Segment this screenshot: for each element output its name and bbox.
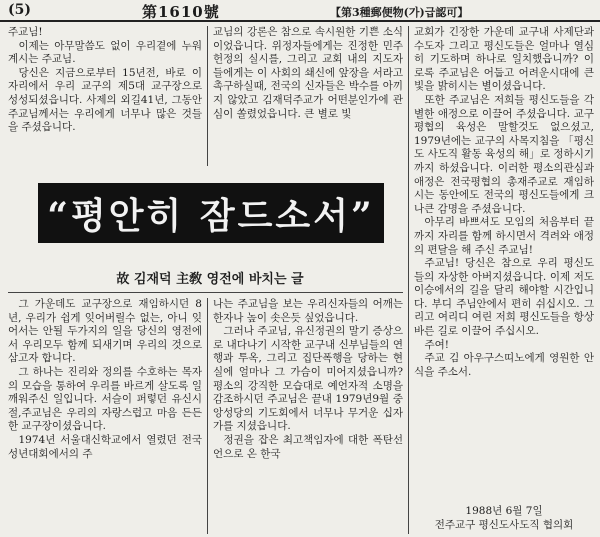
issue-number: 第1610號 — [142, 3, 220, 21]
page-number: (5) — [8, 2, 31, 18]
signature-date: 1988년 6월 7일 — [465, 505, 543, 517]
article-subtitle: 故 김재덕 主敎 영전에 바치는 글 — [116, 272, 304, 287]
paragraph: 주교님! — [8, 26, 43, 38]
postal-registration: 【第3種郵便物(가)급認可】 — [330, 6, 469, 19]
paragraph: 그 가운데도 교구장으로 재임하시던 8년, 우리가 쉽게 잊어버릴수 없는, 아니 잊어서는 안될 두가지의 일을 당신의 영전에서 우리모두 함께 되새기며 우리의 것으로 삼고자 합니다. — [8, 298, 202, 365]
paragraph: 또한 주교님은 저희들 평신도들을 각별한 애정으로 이끌어 주셨읍니다. 교구 평협의 육성은 말할것도 없으셨고, 1979년에는 교구의 사목지침을 「평신도 사도직 활동 육성의 해」로 정하시기까지 하셨읍니다. 이러한 평소의관심과 애정은 전국평협의 총재주교로 재임하시는 동안에도 전국의 평신도들에게 크나큰 감명을 주셨읍니다. — [414, 93, 594, 215]
paragraph: 나는 주교님을 보는 우리신자들의 어깨는 한자나 높이 솟은듯 싶었읍니다. — [213, 298, 403, 324]
paragraph: 아무리 바쁘셔도 모임의 처음부터 끝까지 자리를 함께 하시면서 격려와 애정의 편달을 해 주신 주교님! — [414, 216, 594, 256]
column-3 — [414, 26, 594, 506]
column-2-bottom — [213, 298, 403, 534]
signature-org: 전주교구 평신도사도직 협의회 — [434, 518, 574, 531]
paragraph: 그 하나는 진리와 정의를 수호하는 목자의 모습을 통하여 우리를 바르게 살도록 일깨워주신 일입니다. 서슬이 퍼렇던 유신시절,주교님은 우리의 자랑스럽고 마음 든든한 교구장이셨읍니다. — [8, 365, 202, 433]
column-2-top — [213, 26, 403, 166]
column-divider — [207, 26, 208, 166]
paragraph: 주여! — [424, 338, 450, 351]
column-1-top — [8, 26, 202, 166]
column-divider — [408, 26, 409, 534]
paragraph: 이제는 아무말씀도 없이 우리곁에 누워 계시는 주교님. — [8, 39, 202, 66]
column-1-bottom — [8, 298, 202, 534]
paragraph: 주교님! 당신은 참으로 우리 평신도들의 자상한 아버지셨읍니다. 이제 저도 이승에서의 길을 달리 해야할 시간입니다. 부디 주님안에서 편히 쉬십시오. 그리고 여리디 여린 저희 평신도들을 항상 바른 길로 이끌어 주십시오. — [414, 257, 594, 338]
column-divider — [207, 298, 208, 534]
paragraph: 그러나 주교님, 유신정권의 말기 증상으로 내다나기 시작한 교구내 신부님들의 연행과 투옥, 그리고 집단폭행을 당하는 현실에 얼마나 그 가슴이 미어지셨읍니까? 평소의 강직한 모습대로 예언자적 소명을 감조하시던 주교님은 끝내 1979년9월 중앙성당의 기도회에서 너무나 무거운 십자가를 지셨읍니다. — [213, 325, 403, 433]
signature-block — [414, 505, 594, 535]
subtitle-rule — [8, 292, 403, 293]
paragraph: 당신은 지금으로부터 15년전, 바로 이 자리에서 우리 교구의 제5대 교구장으로 성성되셨읍니다. 사제의 외길41년, 그동안 주교님께서는 우리에게 너무나 많은 것들을 주셨읍니다. — [8, 66, 202, 134]
paragraph: 교회가 긴장한 가운데 교구내 사제단과 수도자 그리고 평신도들은 얼마나 열심히 기도하며 하나로 일치했읍니까? 이로록 주교님은 어둡고 어려운시대에 큰빛을 밝히시는 별이셨읍니다. — [414, 26, 594, 93]
paragraph: 교님의 강론은 참으로 속시원한 기쁜 소식이었읍니다. 위정자들에게는 진정한 민주헌정의 실시를, 그리고 교회 내의 지도자들에게는 이 사회의 쇄신에 앞장을 서라고 촉구하실때, 전국의 신자들은 박수를 아끼지 않았고 김재덕주교가 어떤분인가에 관심이 쏠렸었읍니다. 큰 별로 빛 — [213, 26, 403, 120]
paragraph: 1974년 서울대신학교에서 열렸던 전국성년대회에서의 주 — [8, 433, 202, 460]
headline-banner: “평안히 잠드소서” — [38, 183, 384, 243]
masthead — [0, 0, 600, 22]
paragraph: 주교 김 아우구스띠노에게 영원한 안식을 주소서. — [414, 352, 594, 378]
paragraph: 정권을 잡은 최고책임자에 대한 폭탄선언으로 온 한국 — [213, 433, 403, 460]
